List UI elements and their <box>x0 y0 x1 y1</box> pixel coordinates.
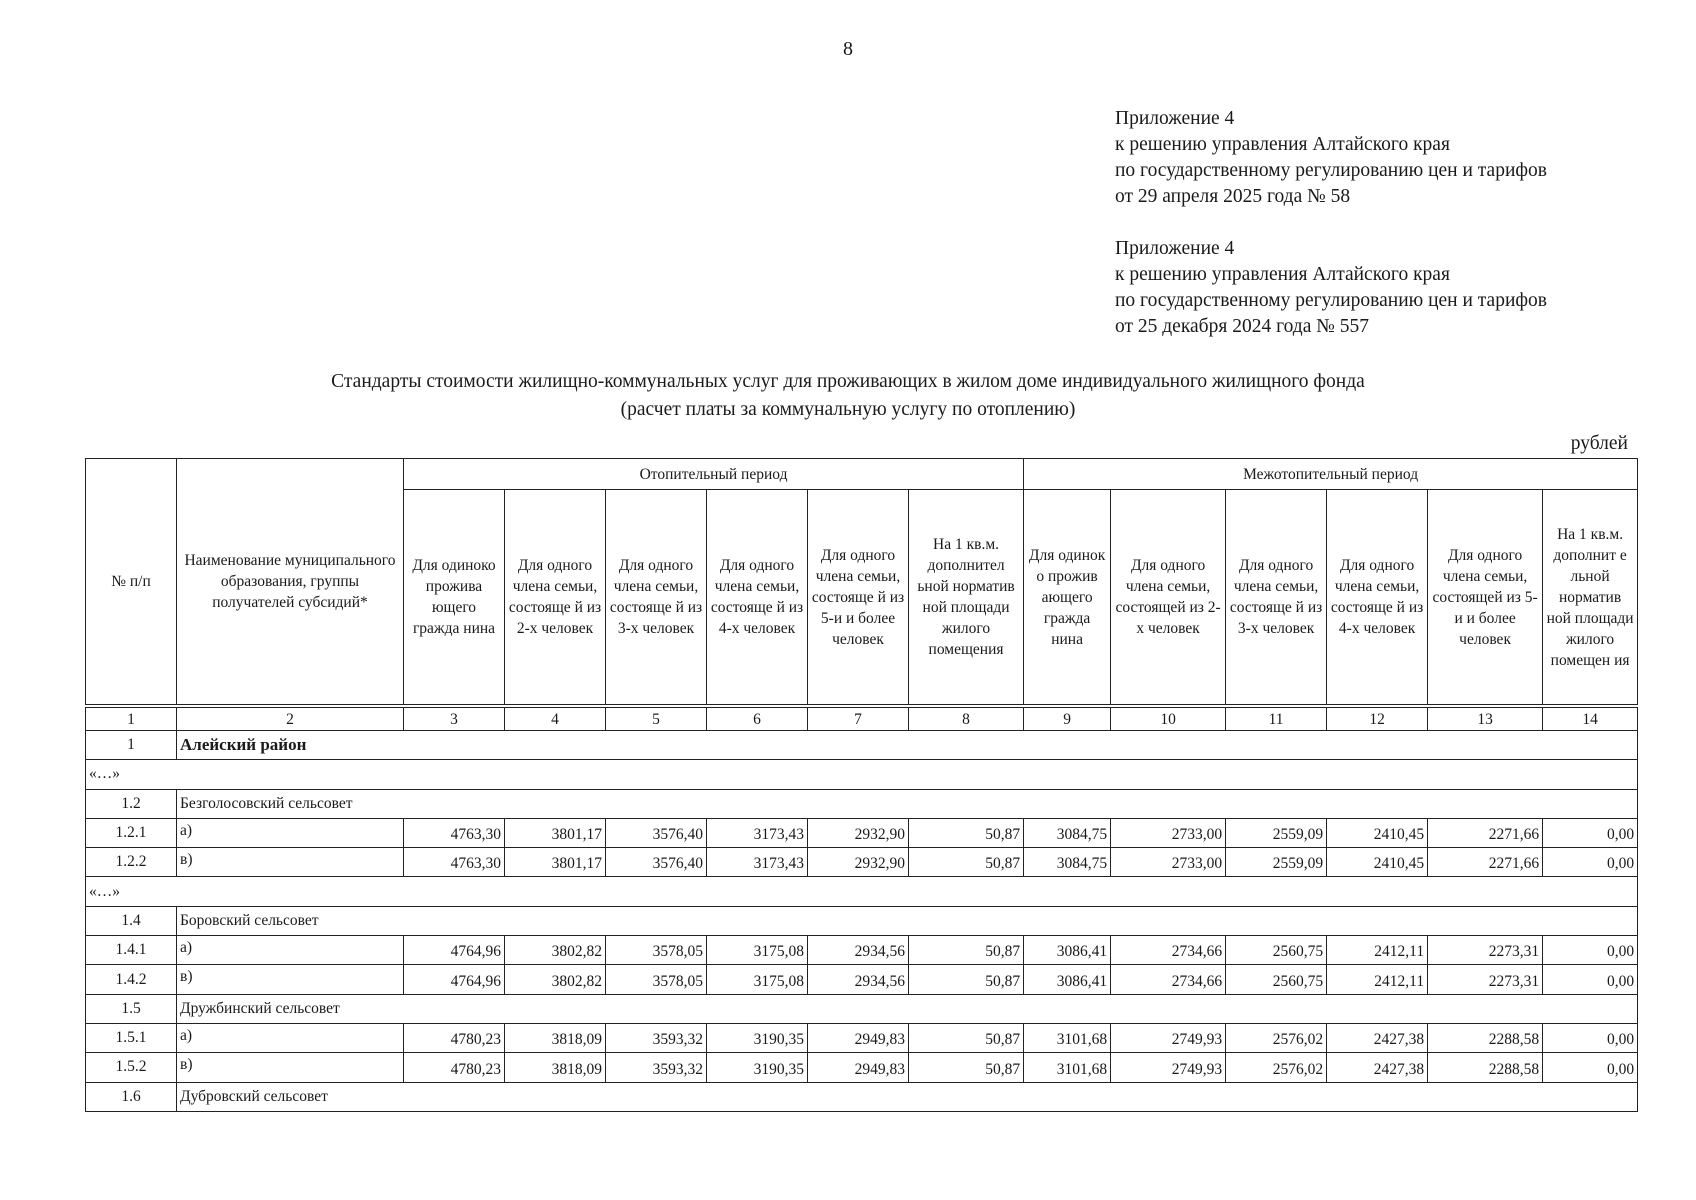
cell-value: 3175,08 <box>707 965 808 994</box>
table-row <box>86 1053 1638 1082</box>
page-number: 8 <box>843 38 853 60</box>
cell-value: 3578,05 <box>606 936 707 965</box>
cell-value: 3173,43 <box>707 848 808 877</box>
cell-value: 2734,66 <box>1111 936 1226 965</box>
column-number: 4 <box>505 706 606 731</box>
cell-value: 0,00 <box>1543 1023 1638 1052</box>
ellipsis-row <box>86 877 1638 906</box>
header-interheating-col: Для одного члена семьи, состоящей из 2-х человек <box>1111 490 1226 707</box>
cell-value: 4764,96 <box>404 936 505 965</box>
table-row <box>86 965 1638 994</box>
cell-value: 2559,09 <box>1226 848 1327 877</box>
column-number: 5 <box>606 706 707 731</box>
cell-value: 3084,75 <box>1024 848 1111 877</box>
header-interheating-col: На 1 кв.м. дополнит е льной норматив ной площади жилого помещен ия <box>1543 490 1638 707</box>
cell-value: 3190,35 <box>707 1053 808 1082</box>
cell-value: 2560,75 <box>1226 965 1327 994</box>
cell-value: 50,87 <box>909 818 1024 847</box>
table-row <box>86 848 1638 877</box>
row-label: а) <box>177 936 404 965</box>
cell-value: 2576,02 <box>1226 1023 1327 1052</box>
unit-label: рублей <box>1570 433 1628 454</box>
appendix-previous <box>1115 236 1547 340</box>
cell-value: 0,00 <box>1543 965 1638 994</box>
cell-value: 2271,66 <box>1428 818 1543 847</box>
row-code: 1.2 <box>86 789 177 818</box>
row-label: а) <box>177 818 404 847</box>
row-label: в) <box>177 848 404 877</box>
column-number: 1 <box>86 706 177 731</box>
row-code: 1.4 <box>86 906 177 935</box>
cell-value: 3801,17 <box>505 848 606 877</box>
cell-value: 3818,09 <box>505 1053 606 1082</box>
cell-value: 2733,00 <box>1111 818 1226 847</box>
appendix-line: от 29 апреля 2025 года № 58 <box>1115 186 1351 207</box>
cell-value: 2271,66 <box>1428 848 1543 877</box>
row-code: 1.5 <box>86 994 177 1023</box>
cell-value: 2734,66 <box>1111 965 1226 994</box>
header-interheating-period: Межотопительный период <box>1024 459 1638 490</box>
cell-value: 2410,45 <box>1327 818 1428 847</box>
section-label: Алейский район <box>177 731 1638 760</box>
cell-value: 3802,82 <box>505 936 606 965</box>
ellipsis-row <box>86 760 1638 789</box>
title-subline: (расчет платы за коммунальную услугу по отоплению) <box>620 399 1076 420</box>
cell-value: 0,00 <box>1543 936 1638 965</box>
row-label: в) <box>177 1053 404 1082</box>
row-code: 1.5.1 <box>86 1023 177 1052</box>
group-row <box>86 906 1638 935</box>
cell-value: 4763,30 <box>404 848 505 877</box>
header-interheating-col: Для одинок о прожив ающего гражда нина <box>1024 490 1111 707</box>
cell-value: 3802,82 <box>505 965 606 994</box>
cell-value: 3173,43 <box>707 818 808 847</box>
cell-value: 2749,93 <box>1111 1053 1226 1082</box>
appendix-current <box>1115 106 1547 210</box>
cell-value: 2749,93 <box>1111 1023 1226 1052</box>
row-code: 1.2.2 <box>86 848 177 877</box>
cell-value: 2576,02 <box>1226 1053 1327 1082</box>
header-heating-col: Для одного члена семьи, состояще й из 5-и и более человек <box>808 490 909 707</box>
group-row <box>86 1082 1638 1111</box>
cell-value: 2412,11 <box>1327 965 1428 994</box>
cell-value: 4763,30 <box>404 818 505 847</box>
cell-value: 3175,08 <box>707 936 808 965</box>
header-interheating-col: Для одного члена семьи, состоящей из 5-и и более человек <box>1428 490 1543 707</box>
section-row <box>86 731 1638 760</box>
column-number: 6 <box>707 706 808 731</box>
column-number: 7 <box>808 706 909 731</box>
cell-value: 2560,75 <box>1226 936 1327 965</box>
cell-value: 3576,40 <box>606 848 707 877</box>
cell-value: 2410,45 <box>1327 848 1428 877</box>
cell-value: 2932,90 <box>808 818 909 847</box>
ellipsis-mark: «…» <box>86 877 1638 906</box>
column-number: 11 <box>1226 706 1327 731</box>
cell-value: 3190,35 <box>707 1023 808 1052</box>
cell-value: 2288,58 <box>1428 1023 1543 1052</box>
header-heating-col: Для одного члена семьи, состояще й из 4-х человек <box>707 490 808 707</box>
cell-value: 2412,11 <box>1327 936 1428 965</box>
cell-value: 2733,00 <box>1111 848 1226 877</box>
header-heating-period: Отопительный период <box>404 459 1024 490</box>
column-number: 10 <box>1111 706 1226 731</box>
row-code: 1 <box>86 731 177 760</box>
tariff-table <box>85 458 1638 1112</box>
table-row <box>86 818 1638 847</box>
cell-value: 2427,38 <box>1327 1053 1428 1082</box>
cell-value: 2949,83 <box>808 1053 909 1082</box>
appendix-line: по государственному регулированию цен и тарифов <box>1115 290 1547 311</box>
appendix-line: по государственному регулированию цен и тарифов <box>1115 160 1547 181</box>
group-label: Дубровский сельсовет <box>177 1082 1638 1111</box>
group-row <box>86 789 1638 818</box>
column-number: 2 <box>177 706 404 731</box>
ellipsis-mark: «…» <box>86 760 1638 789</box>
group-label: Дружбинский сельсовет <box>177 994 1638 1023</box>
appendix-line: от 25 декабря 2024 года № 557 <box>1115 316 1369 337</box>
cell-value: 0,00 <box>1543 818 1638 847</box>
cell-value: 4764,96 <box>404 965 505 994</box>
cell-value: 50,87 <box>909 936 1024 965</box>
cell-value: 2273,31 <box>1428 936 1543 965</box>
group-row <box>86 994 1638 1023</box>
cell-value: 3593,32 <box>606 1053 707 1082</box>
table-row <box>86 1023 1638 1052</box>
cell-value: 2427,38 <box>1327 1023 1428 1052</box>
appendix-line: Приложение 4 <box>1115 238 1235 259</box>
column-number: 13 <box>1428 706 1543 731</box>
cell-value: 2949,83 <box>808 1023 909 1052</box>
header-heating-col: Для одного члена семьи, состояще й из 2-х человек <box>505 490 606 707</box>
cell-value: 3801,17 <box>505 818 606 847</box>
cell-value: 50,87 <box>909 1053 1024 1082</box>
row-code: 1.5.2 <box>86 1053 177 1082</box>
table-row <box>86 936 1638 965</box>
cell-value: 3086,41 <box>1024 965 1111 994</box>
cell-value: 2273,31 <box>1428 965 1543 994</box>
title-line: Стандарты стоимости жилищно-коммунальных услуг для проживающих в жилом доме индивидуального жилищного фонда <box>331 371 1365 392</box>
cell-value: 4780,23 <box>404 1023 505 1052</box>
cell-value: 3086,41 <box>1024 936 1111 965</box>
cell-value: 50,87 <box>909 965 1024 994</box>
cell-value: 50,87 <box>909 1023 1024 1052</box>
header-name: Наименование муниципального образования, группы получателей субсидий* <box>177 459 404 707</box>
cell-value: 2288,58 <box>1428 1053 1543 1082</box>
column-number: 3 <box>404 706 505 731</box>
column-number: 8 <box>909 706 1024 731</box>
row-code: 1.2.1 <box>86 818 177 847</box>
cell-value: 3084,75 <box>1024 818 1111 847</box>
appendix-line: к решению управления Алтайского края <box>1115 134 1450 155</box>
header-num: № п/п <box>86 459 177 707</box>
header-heating-col: Для одного члена семьи, состояще й из 3-х человек <box>606 490 707 707</box>
cell-value: 2934,56 <box>808 965 909 994</box>
appendix-line: к решению управления Алтайского края <box>1115 264 1450 285</box>
group-label: Безголосовский сельсовет <box>177 789 1638 818</box>
header-interheating-col: Для одного члена семьи, состояще й из 4-х человек <box>1327 490 1428 707</box>
document-title <box>0 368 1696 424</box>
row-label: а) <box>177 1023 404 1052</box>
appendix-line: Приложение 4 <box>1115 108 1235 129</box>
group-label: Боровский сельсовет <box>177 906 1638 935</box>
cell-value: 3101,68 <box>1024 1023 1111 1052</box>
row-code: 1.4.2 <box>86 965 177 994</box>
header-heating-col: Для одиноко прожива ющего гражда нина <box>404 490 505 707</box>
column-number: 12 <box>1327 706 1428 731</box>
column-number: 14 <box>1543 706 1638 731</box>
cell-value: 3576,40 <box>606 818 707 847</box>
cell-value: 2559,09 <box>1226 818 1327 847</box>
row-code: 1.6 <box>86 1082 177 1111</box>
header-heating-col: На 1 кв.м. дополнител ьной норматив ной площади жилого помещения <box>909 490 1024 707</box>
cell-value: 3578,05 <box>606 965 707 994</box>
cell-value: 4780,23 <box>404 1053 505 1082</box>
column-number-row <box>86 706 1638 731</box>
cell-value: 0,00 <box>1543 848 1638 877</box>
cell-value: 2932,90 <box>808 848 909 877</box>
cell-value: 3101,68 <box>1024 1053 1111 1082</box>
cell-value: 50,87 <box>909 848 1024 877</box>
header-interheating-col: Для одного члена семьи, состояще й из 3-х человек <box>1226 490 1327 707</box>
cell-value: 3818,09 <box>505 1023 606 1052</box>
cell-value: 0,00 <box>1543 1053 1638 1082</box>
row-code: 1.4.1 <box>86 936 177 965</box>
column-number: 9 <box>1024 706 1111 731</box>
row-label: в) <box>177 965 404 994</box>
cell-value: 3593,32 <box>606 1023 707 1052</box>
cell-value: 2934,56 <box>808 936 909 965</box>
